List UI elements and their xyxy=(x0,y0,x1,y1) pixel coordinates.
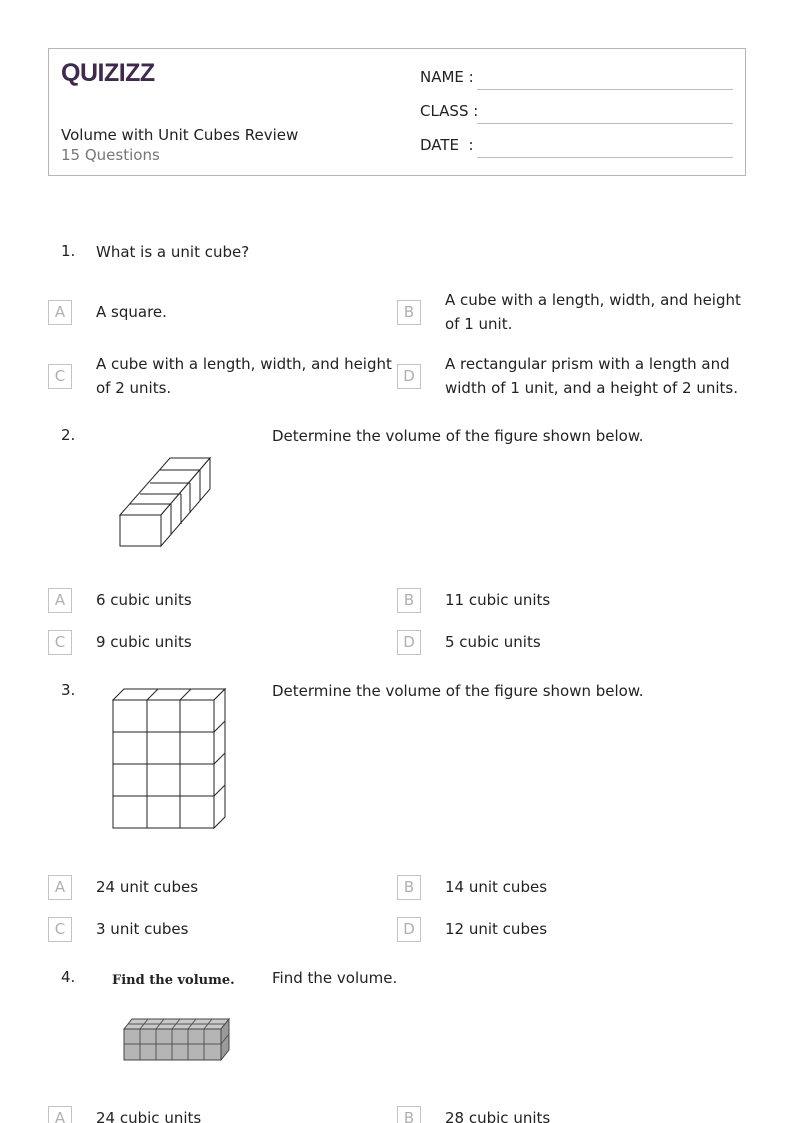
option-text: 28 cubic units xyxy=(445,1109,551,1123)
option-text: 9 cubic units xyxy=(96,633,192,651)
figure-caption: Find the volume. xyxy=(112,973,235,988)
option-text: 24 unit cubes xyxy=(96,878,199,896)
option-letter-box[interactable]: A xyxy=(48,588,72,613)
option-letter-box[interactable]: B xyxy=(397,1106,421,1123)
option-text: A cube with a length, width, and height of 1 unit. xyxy=(445,291,741,333)
option-letter-box[interactable]: C xyxy=(48,917,72,942)
option-letter-box[interactable]: B xyxy=(397,875,421,900)
unit-cube-row-figure xyxy=(110,450,220,555)
option-letter-box[interactable]: A xyxy=(48,300,72,325)
worksheet-header xyxy=(48,48,746,176)
option-letter-box[interactable]: C xyxy=(48,630,72,655)
gray-cube-block-figure xyxy=(118,1012,236,1064)
option-text: A cube with a length, width, and height of 2 units. xyxy=(96,355,392,397)
question-number: 3. xyxy=(61,681,76,699)
option-letter-box[interactable]: D xyxy=(397,364,421,389)
date-line[interactable] xyxy=(477,157,733,158)
option-text: A square. xyxy=(96,303,167,321)
class-line[interactable] xyxy=(477,123,733,124)
option-letter-box[interactable]: D xyxy=(397,917,421,942)
option-letter-box[interactable]: A xyxy=(48,875,72,900)
name-label: NAME : xyxy=(420,68,474,86)
option-text: A rectangular prism with a length and width of 1 unit, and a height of 2 units. xyxy=(445,355,738,397)
question-number: 1. xyxy=(61,242,76,260)
worksheet-title: Volume with Unit Cubes Review xyxy=(61,126,299,144)
option-text: 3 unit cubes xyxy=(96,920,189,938)
name-line[interactable] xyxy=(477,89,733,90)
option-text: 6 cubic units xyxy=(96,591,192,609)
option-letter-box[interactable]: C xyxy=(48,364,72,389)
option-text: 12 unit cubes xyxy=(445,920,548,938)
option-text: 5 cubic units xyxy=(445,633,541,651)
question-text: Determine the volume of the figure shown below. xyxy=(272,682,644,700)
question-text: Determine the volume of the figure shown below. xyxy=(272,427,644,445)
question-number: 4. xyxy=(61,968,76,986)
question-text: Find the volume. xyxy=(272,969,398,987)
option-letter-box[interactable]: B xyxy=(397,300,421,325)
option-text: 14 unit cubes xyxy=(445,878,548,896)
question-text: What is a unit cube? xyxy=(96,243,250,261)
quizizz-logo: QUIZIZZ xyxy=(61,59,155,87)
class-label: CLASS : xyxy=(420,102,479,120)
question-count: 15 Questions xyxy=(61,146,160,164)
date-label: DATE : xyxy=(420,136,474,154)
question-number: 2. xyxy=(61,426,76,444)
option-text: 24 cubic units xyxy=(96,1109,202,1123)
option-letter-box[interactable]: B xyxy=(397,588,421,613)
cube-grid-figure xyxy=(108,684,232,834)
option-letter-box[interactable]: D xyxy=(397,630,421,655)
option-text: 11 cubic units xyxy=(445,591,551,609)
option-letter-box[interactable]: A xyxy=(48,1106,72,1123)
